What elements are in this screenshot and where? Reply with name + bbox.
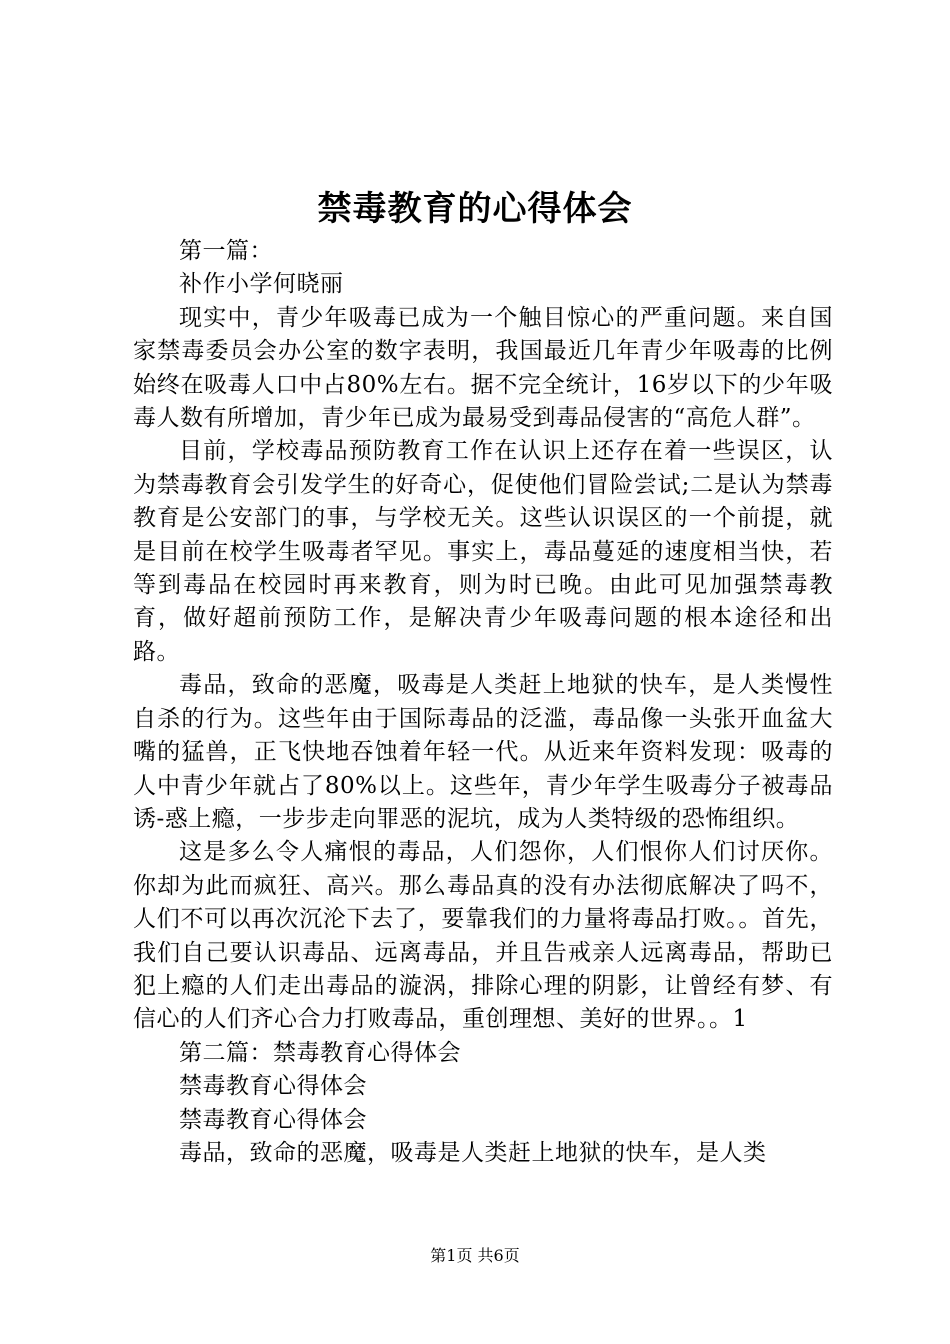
body-paragraph: 目前，学校毒品预防教育工作在认识上还存在着一些误区，认为禁毒教育会引发学生的好奇心，促使他们冒险尝试;二是认为禁毒教育是公安部门的事，与学校无关。这些认识误区的一个前提，就是目前在校学生吸毒者罕见。事实上，毒品蔓延的速度相当快，若等到毒品在校园时再来教育，则为时已晚。由此可见加强禁毒教育，做好超前预防工作，是解决青少年吸毒问题的根本途径和出路。 <box>133 438 833 665</box>
section-heading-second: 第二篇：禁毒教育心得体会 <box>179 1039 461 1066</box>
document-body <box>133 235 833 1170</box>
body-paragraph: 现实中，青少年吸毒已成为一个触目惊心的严重问题。来自国家禁毒委员会办公室的数字表明，我国最近几年青少年吸毒的比例始终在吸毒人口中占80%左右。据不完全统计，16岁以下的少年吸毒人数有所增加，青少年已成为最易受到毒品侵害的“高危人群”。 <box>133 304 833 432</box>
section-heading-first: 第一篇： <box>179 238 273 264</box>
body-paragraph: 毒品，致命的恶魔，吸毒是人类赶上地狱的快车，是人类慢性自杀的行为。这些年由于国际毒品的泛滥，毒品像一头张开血盆大嘴的猛兽，正飞快地吞蚀着年轻一代。从近来年资料发现：吸毒的人中青少年就占了80%以上。这些年，青少年学生吸毒分子被毒品诱-惑上瘾，一步步走向罪恶的泥坑，成为人类特级的恐怖组织。 <box>133 672 833 832</box>
subheading: 禁毒教育心得体会 <box>179 1073 367 1100</box>
subheading: 禁毒教育心得体会 <box>179 1106 367 1133</box>
document-title: 禁毒教育的心得体会 <box>317 189 633 229</box>
body-paragraph: 毒品，致命的恶魔，吸毒是人类赶上地狱的快车，是人类 <box>179 1139 767 1166</box>
body-paragraph: 这是多么令人痛恨的毒品，人们怨你，人们恨你人们讨厌你。你却为此而疯狂、高兴。那么毒品真的没有办法彻底解决了吗不，人们不可以再次沉沦下去了，要靠我们的力量将毒品打败。。首先，我们自己要认识毒品、远离毒品，并且告戒亲人远离毒品，帮助已犯上瘾的人们走出毒品的漩涡，排除心理的阴影，让曾经有梦、有信心的人们齐心合力打败毒品，重创理想、美好的世界。。1 <box>133 839 833 1033</box>
author-line: 补作小学何晓丽 <box>179 271 344 298</box>
page-number-footer: 第1页 共6页 <box>430 1246 520 1265</box>
